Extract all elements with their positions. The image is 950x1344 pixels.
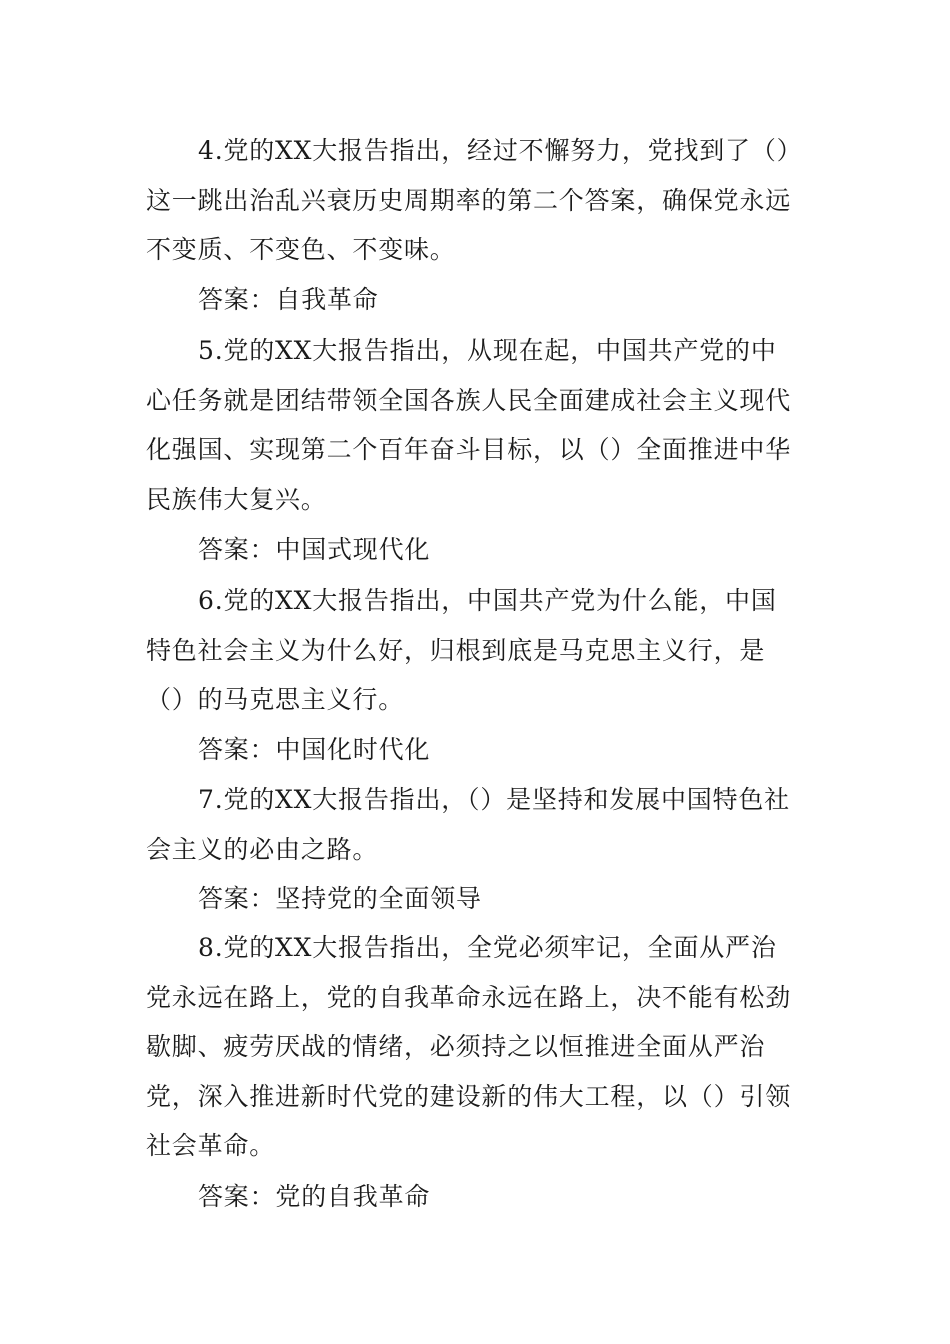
question-5-text: 5.党的XX大报告指出，从现在起，中国共产党的中心任务就是团结带领全国各族人民全面建成社会主义现代化强国、实现第二个百年奋斗目标，以（）全面推进中华民族伟大复兴。 xyxy=(146,336,792,514)
question-7-text: 7.党的XX大报告指出，（）是坚持和发展中国特色社会主义的必由之路。 xyxy=(146,785,790,864)
question-8-text: 8.党的XX大报告指出，全党必须牢记，全面从严治党永远在路上，党的自我革命永远在路上，决不能有松劲歇脚、疲劳厌战的情绪，必须持之以恒推进全面从严治党，深入推进新时代党的建设新的伟大工程，以（）引领社会革命。 xyxy=(146,933,792,1160)
answer-5: 答案：中国式现代化 xyxy=(198,535,431,564)
answer-8: 答案：党的自我革命 xyxy=(198,1182,431,1211)
answer-6: 答案：中国化时代化 xyxy=(198,735,431,764)
answer-7: 答案：坚持党的全面领导 xyxy=(198,884,482,913)
answer-4: 答案：自我革命 xyxy=(198,285,379,314)
question-4-text: 4.党的XX大报告指出，经过不懈努力，党找到了（）这一跳出治乱兴衰历史周期率的第二个答案，确保党永远不变质、不变色、不变味。 xyxy=(146,136,792,264)
question-6-text: 6.党的XX大报告指出，中国共产党为什么能，中国特色社会主义为什么好，归根到底是马克思主义行，是（）的马克思主义行。 xyxy=(146,586,777,714)
